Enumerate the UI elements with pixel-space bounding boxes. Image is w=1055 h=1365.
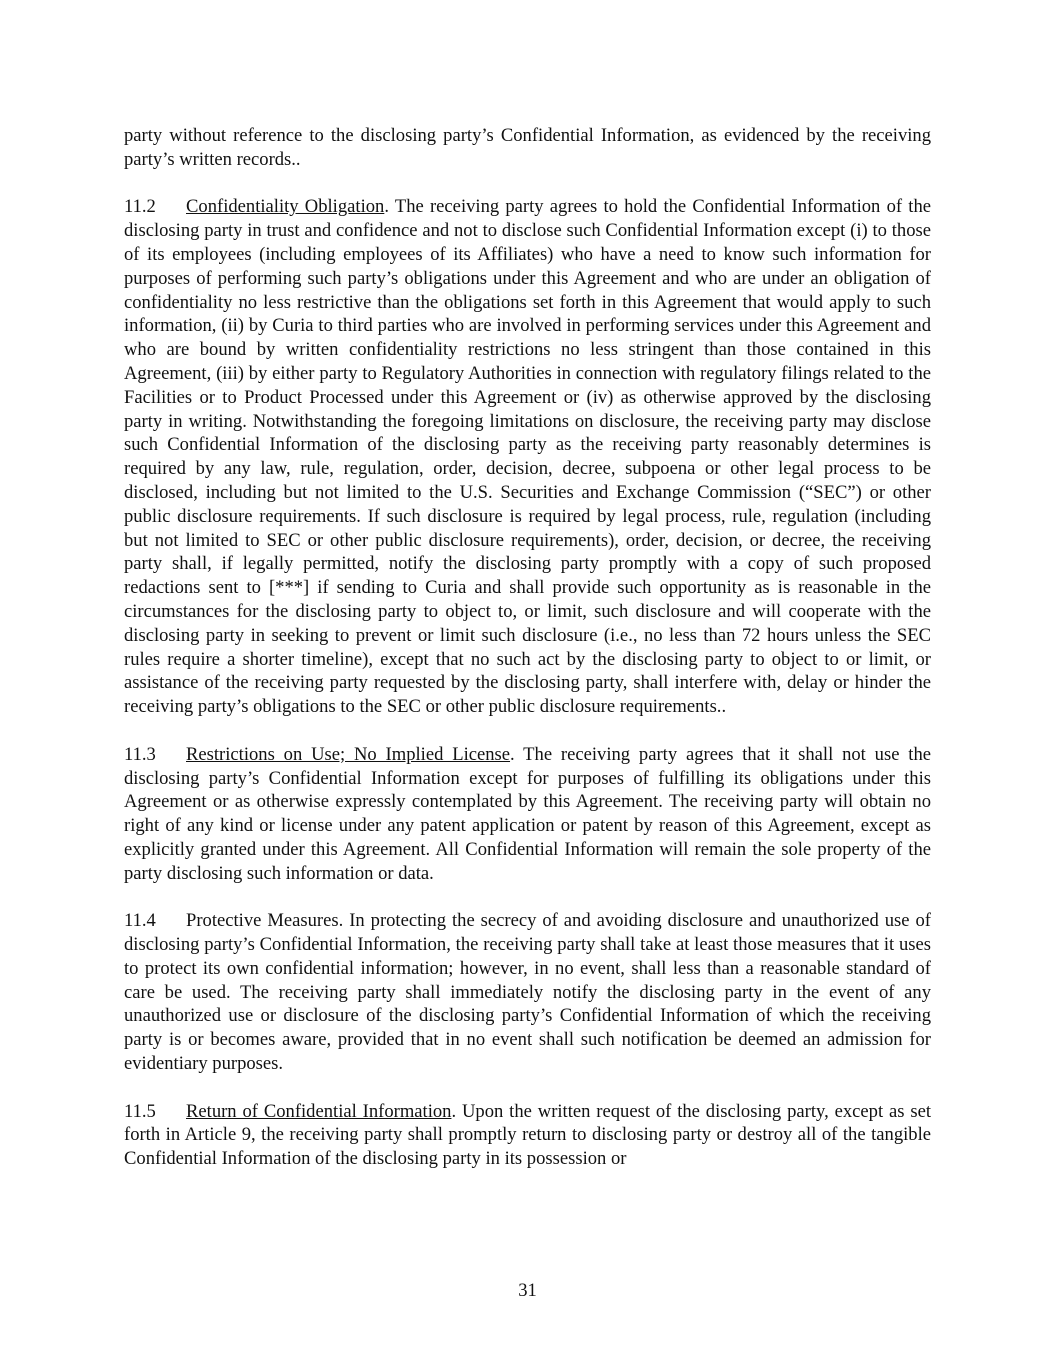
page-number: 31 xyxy=(518,1280,537,1301)
heading-punctuation: . xyxy=(384,196,389,218)
heading-punctuation: . xyxy=(338,910,344,932)
section-11-3 xyxy=(124,743,931,886)
heading-punctuation: . xyxy=(510,743,515,765)
section-number: 11.2 xyxy=(124,196,156,218)
section-body: In protecting the secrecy of and avoiding disclosure and unauthorized use of disclosing party’s Confidential Information, the receiving party shall take at least those measures that it uses to protect its own confidential information; however, in no event, shall less than a reasonable standard of care be used. The receiving party shall immediately notify the disclosing party in the event of any unauthorized use or disclosure of the disclosing party’s Confidential Information of which the receiving party is or becomes aware, provided that in no event shall such notification be deemed an admission for evidentiary purposes. xyxy=(124,910,931,1075)
section-heading: Confidentiality Obligation xyxy=(186,196,385,218)
section-heading: Return of Confidential Information xyxy=(186,1100,452,1122)
section-body: The receiving party agrees that it shall not use the disclosing party’s Confidential Information except for purposes of fulfilling its obligations under this Agreement or as otherwise expressly contemplated by this Agreement. The receiving party will obtain no right of any kind or license under any patent application or patent by reason of this Agreement, except as explicitly granted under this Agreement. All Confidential Information will remain the sole property of the party disclosing such information or data. xyxy=(124,743,931,884)
document-page xyxy=(124,124,931,1195)
section-body: Upon the written request of the disclosing party, except as set forth in Article 9, the receiving party shall promptly return to disclosing party or destroy all of the tangible Confidential Information of the disclosing party in its possession or xyxy=(124,1100,931,1170)
section-11-2 xyxy=(124,195,931,719)
section-11-4 xyxy=(124,909,931,1076)
heading-punctuation: . xyxy=(451,1100,457,1122)
section-number: 11.4 xyxy=(124,910,156,932)
section-number: 11.5 xyxy=(124,1100,156,1122)
section-heading: Protective Measures xyxy=(186,910,339,932)
section-body: The receiving party agrees to hold the Confidential Information of the disclosing party in trust and confidence and not to disclose such Confidential Information except (i) to those of its employees (including employees of its Affiliates) who have a need to know such information for purposes of performing such party’s obligations under this Agreement and who are under an obligation of confidentiality no less restrictive than the obligations set forth in this Agreement that would apply to such information, (ii) by Curia to third parties who are involved in performing services under this Agreement and who are bound by written confidentiality restrictions no less stringent than those contained in this Agreement, (iii) by either party to Regulatory Authorities in connection with regulatory filings related to the Facilities or to Product Processed under this Agreement or (iv) as otherwise approved by the disclosing party in writing. Notwithstanding the foregoing limitations on disclosure, the receiving party may disclose such Confidential Information of the disclosing party as the receiving party reasonably determines is required by any law, rule, regulation, order, decision, decree, subpoena or other legal process to be disclosed, including but not limited to the U.S. Securities and Exchange Commission (“SEC”) or other public disclosure requirements. If such disclosure is required by legal process, rule, regulation (including but not limited to SEC or other public disclosure requirements), order, decision, or decree, the receiving party shall, if legally permitted, notify the disclosing party promptly with a copy of such proposed redactions sent to [***] if sending to Curia and shall provide such opportunity as is reasonable in the circumstances for the disclosing party to object to, or limit, such disclosure and will cooperate with the disclosing party in seeking to prevent or limit such disclosure (i.e., no less than 72 hours unless the SEC rules require a shorter timeline), except that no such act by the disclosing party to object to or limit, or assistance of the receiving party requested by the disclosing party, shall interfere with, delay or hinder the receiving party’s obligations to the SEC or other public disclosure requirements.. xyxy=(124,196,931,718)
section-number: 11.3 xyxy=(124,743,156,765)
continuation-paragraph: party without reference to the disclosing party’s Confidential Information, as evidenced by the receiving party’s written records.. xyxy=(124,125,931,170)
section-heading: Restrictions on Use; No Implied License xyxy=(186,743,511,765)
section-11-5 xyxy=(124,1100,931,1171)
